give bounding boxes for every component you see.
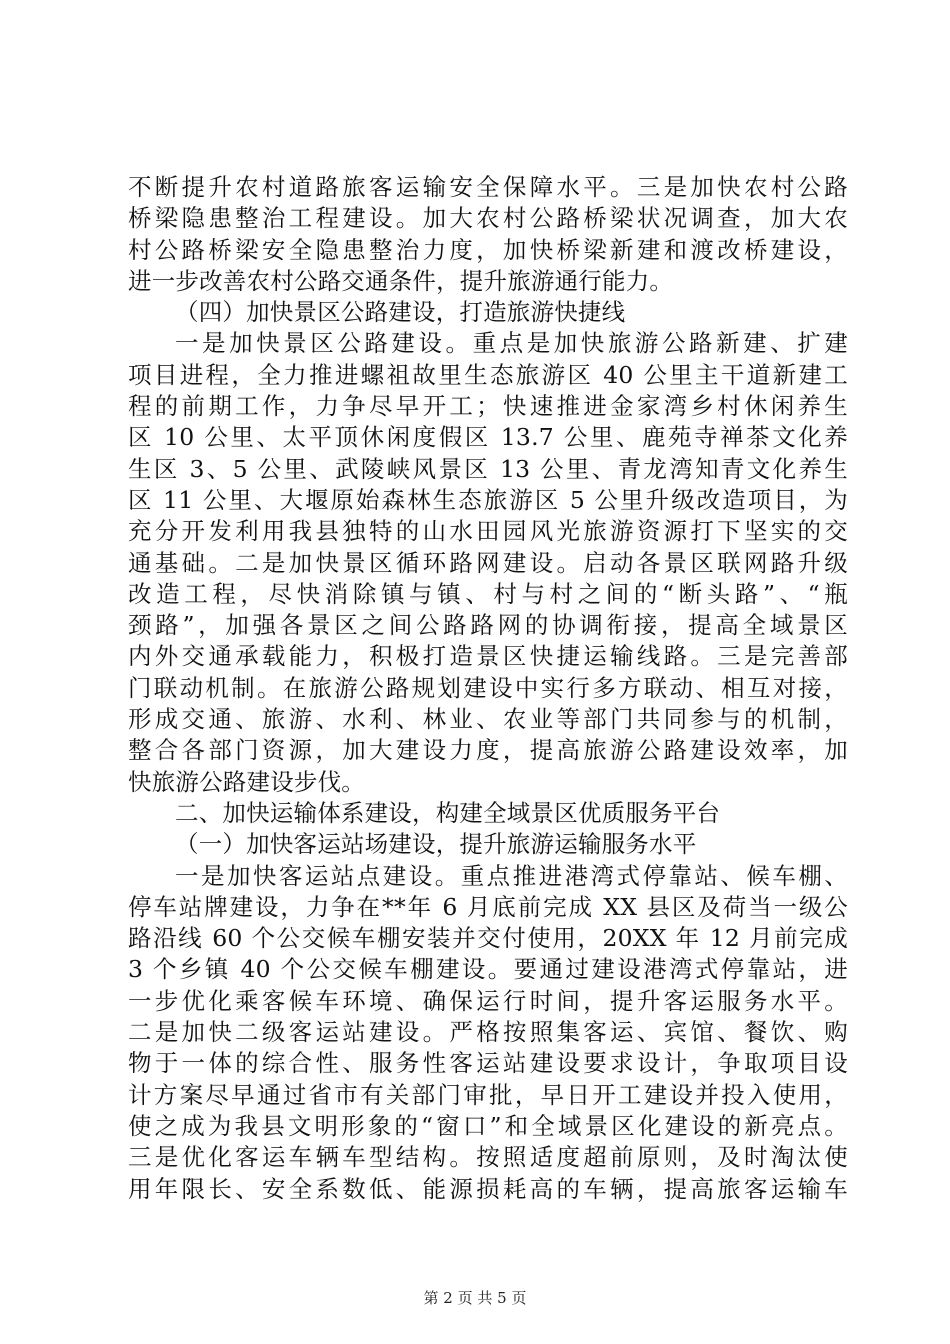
text-line: 通基础。二是加快景区循环路网建设。启动各景区联网路升级 <box>128 548 848 577</box>
text-line: 二是加快二级客运站建设。严格按照集客运、宾馆、餐饮、购 <box>128 1018 848 1047</box>
text-line: 进一步改善农村公路交通条件，提升旅游通行能力。 <box>128 266 674 295</box>
text-line: 颈路”，加强各景区之间公路路网的协调衔接，提高全域景区 <box>128 611 848 640</box>
text-line: 一是加快客运站点建设。重点推进港湾式停靠站、候车棚、 <box>175 861 848 890</box>
text-line: 三是优化客运车辆车型结构。按照适度超前原则，及时淘汰使 <box>128 1143 848 1172</box>
text-line: 改造工程，尽快消除镇与镇、村与村之间的“断头路”、“瓶 <box>128 579 848 608</box>
text-line: 桥梁隐患整治工程建设。加大农村公路桥梁状况调查，加大农 <box>128 204 848 233</box>
text-line: 区 10 公里、太平顶休闲度假区 13.7 公里、鹿苑寺禅茶文化养 <box>128 423 848 452</box>
text-line: 村公路桥梁安全隐患整治力度，加快桥梁新建和渡改桥建设， <box>128 235 848 264</box>
text-line: 一步优化乘客候车环境、确保运行时间，提升客运服务水平。 <box>128 986 848 1015</box>
text-line: 内外交通承载能力，积极打造景区快捷运输线路。三是完善部 <box>128 642 848 671</box>
text-line: 生区 3、5 公里、武陵峡风景区 13 公里、青龙湾知青文化养生 <box>128 454 848 483</box>
text-line: 区 11 公里、大堰原始森林生态旅游区 5 公里升级改造项目，为 <box>128 485 848 514</box>
text-line: （一）加快客运站场建设，提升旅游运输服务水平 <box>175 830 697 859</box>
text-line: 门联动机制。在旅游公路规划建设中实行多方联动、相互对接， <box>128 673 848 702</box>
text-line: 形成交通、旅游、水利、林业、农业等部门共同参与的机制， <box>128 705 848 734</box>
page-footer: 第 2 页 共 5 页 <box>423 1289 527 1307</box>
text-line: （四）加快景区公路建设，打造旅游快捷线 <box>175 298 626 327</box>
document-body <box>128 172 848 1205</box>
text-line: 项目进程，全力推进螺祖故里生态旅游区 40 公里主干道新建工 <box>128 360 848 389</box>
text-line: 一是加快景区公路建设。重点是加快旅游公路新建、扩建 <box>175 329 848 358</box>
text-line: 使之成为我县文明形象的“窗口”和全域景区化建设的新亮点。 <box>128 1111 848 1140</box>
text-line: 用年限长、安全系数低、能源损耗高的车辆，提高旅客运输车 <box>128 1174 848 1203</box>
text-line: 整合各部门资源，加大建设力度，提高旅游公路建设效率，加 <box>128 736 848 765</box>
text-line: 不断提升农村道路旅客运输安全保障水平。三是加快农村公路 <box>128 173 848 201</box>
text-line: 快旅游公路建设步伐。 <box>128 767 365 796</box>
text-line: 停车站牌建设，力争在**年 6 月底前完成 XX 县区及荷当一级公 <box>128 892 848 921</box>
text-line: 3 个乡镇 40 个公交候车棚建设。要通过建设港湾式停靠站，进 <box>128 955 848 984</box>
text-line: 路沿线 60 个公交候车棚安装并交付使用，20XX 年 12 月前完成 <box>128 924 848 953</box>
text-line: 充分开发利用我县独特的山水田园风光旅游资源打下坚实的交 <box>128 517 848 546</box>
text-line: 二、加快运输体系建设，构建全域景区优质服务平台 <box>175 798 721 827</box>
text-line: 计方案尽早通过省市有关部门审批，早日开工建设并投入使用， <box>128 1080 848 1109</box>
text-line: 程的前期工作，力争尽早开工；快速推进金家湾乡村休闲养生 <box>128 392 848 421</box>
text-line: 物于一体的综合性、服务性客运站建设要求设计，争取项目设 <box>128 1049 848 1078</box>
